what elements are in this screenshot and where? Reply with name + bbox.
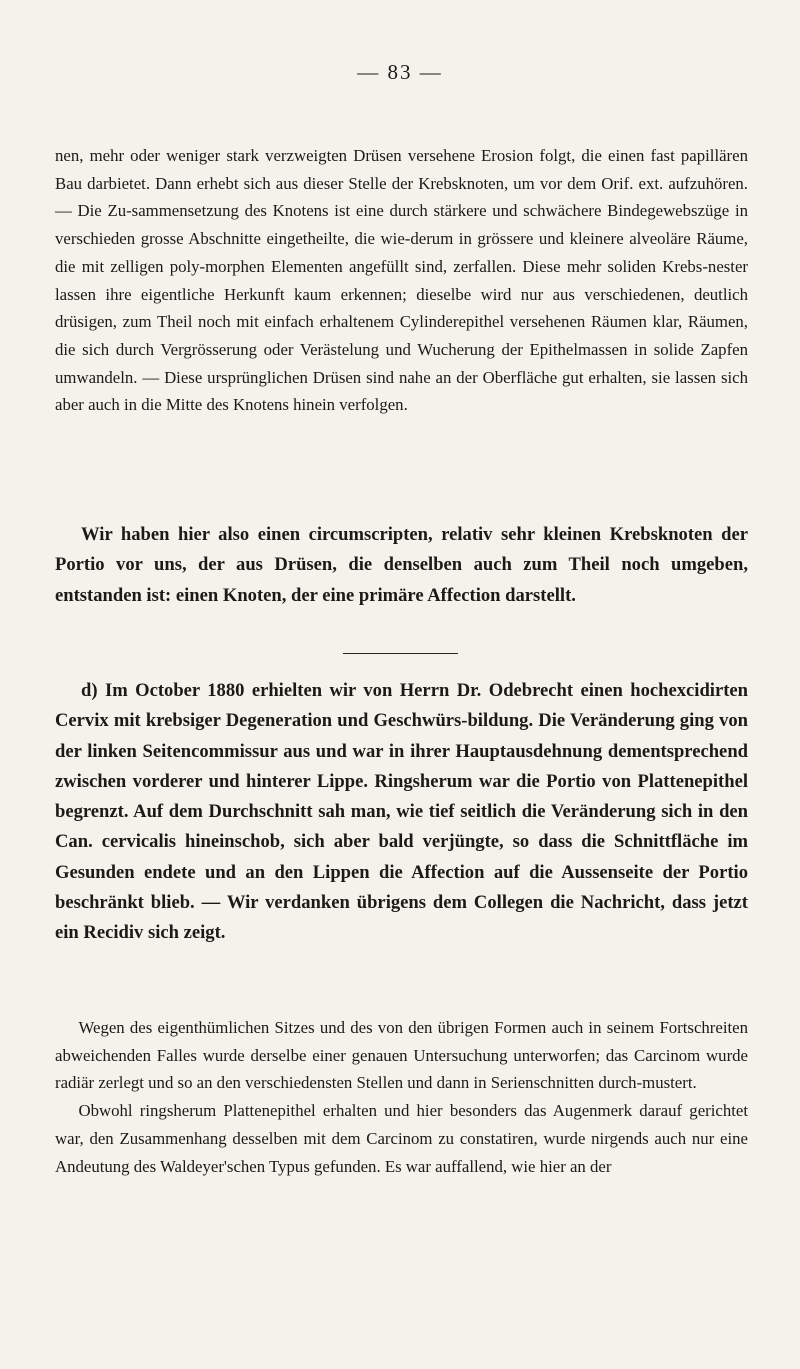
paragraph-text: Obwohl ringsherum Plattenepithel erhalten und hier besonders das Augenmerk darauf gerichtet war, den Zusammenhang desselben mit dem Carcinom zu constatiren, wurde nirgends auch nur eine Andeutung des Waldeyer'schen Typus gefunden. Es war auffallend, wie hier an der <box>55 1101 748 1176</box>
paragraph-erosion-description <box>55 142 748 419</box>
paragraph-text: d) Im October 1880 erhielten wir von Herrn Dr. Odebrecht einen hochexcidirten Cervix mit krebsiger Degeneration und Geschwürs-bildung. Die Veränderung ging von der linken Seitencommissur aus und war in ihrer Hauptausdehnung dementsprechend zwischen vorderer und hinterer Lippe. Ringsherum war die Portio von Plattenepithel begrenzt. Auf dem Durchschnitt sah man, wie tief seitlich die Veränderung sich in den Can. cervicalis hineinschob, sich aber bald verjüngte, so dass die Schnittfläche im Gesunden endete und an den Lippen die Affection auf die Aussenseite der Portio beschränkt blieb. — Wir verdanken übrigens dem Collegen die Nachricht, dass jetzt ein Recidiv sich zeigt. <box>55 680 748 944</box>
paragraph-text: Wegen des eigenthümlichen Sitzes und des von den übrigen Formen auch in seinem Fortschreiten abweichenden Falles wurde derselbe einer genauen Untersuchung unterworfen; das Carcinom wurde radiär zerlegt und so an den verschiedensten Stellen und dann in Serienschnitten durch-mustert. <box>55 1018 748 1093</box>
paragraph-summary-circumscribed <box>55 520 748 611</box>
paragraph-text: nen, mehr oder weniger stark verzweigten Drüsen versehene Erosion folgt, die einen fast papillären Bau darbietet. Dann erhebt sich aus dieser Stelle der Krebsknoten, um vor dem Orif. ext. aufzuhören. — Die Zu-sammensetzung des Knotens ist eine durch stärkere und schwächere Bindegewebszüge in verschieden grosse Abschnitte eingetheilte, die wie-derum in grössere und kleinere alveoläre Räume, die mit zelligen poly-morphen Elementen angefüllt sind, zerfallen. Diese mehr soliden Krebs-nester lassen ihre eigentliche Herkunft kaum erkennen; dieselbe wird nur aus verschiedenen, deutlich drüsigen, zum Theil noch mit einfach erhaltenem Cylinderepithel versehenen Räumen klar, Räumen, die sich durch Vergrösserung oder Verästelung und Wucherung der Epithelmassen in solide Zapfen umwandeln. — Diese ursprünglichen Drüsen sind nahe an der Oberfläche gut erhalten, sie lassen sich aber auch in die Mitte des Knotens hinein verfolgen. <box>55 146 748 415</box>
paragraph-case-d <box>55 676 748 949</box>
section-divider <box>343 653 458 654</box>
paragraph-text: Wir haben hier also einen circumscripten, relativ sehr kleinen Krebsknoten der Portio vor uns, der aus Drüsen, die denselben auch zum Theil noch umgeben, entstanden ist: einen Knoten, der eine primäre Affection darstellt. <box>55 524 748 606</box>
page-number: — 83 — <box>357 60 443 84</box>
paragraph-examination <box>55 1014 748 1180</box>
